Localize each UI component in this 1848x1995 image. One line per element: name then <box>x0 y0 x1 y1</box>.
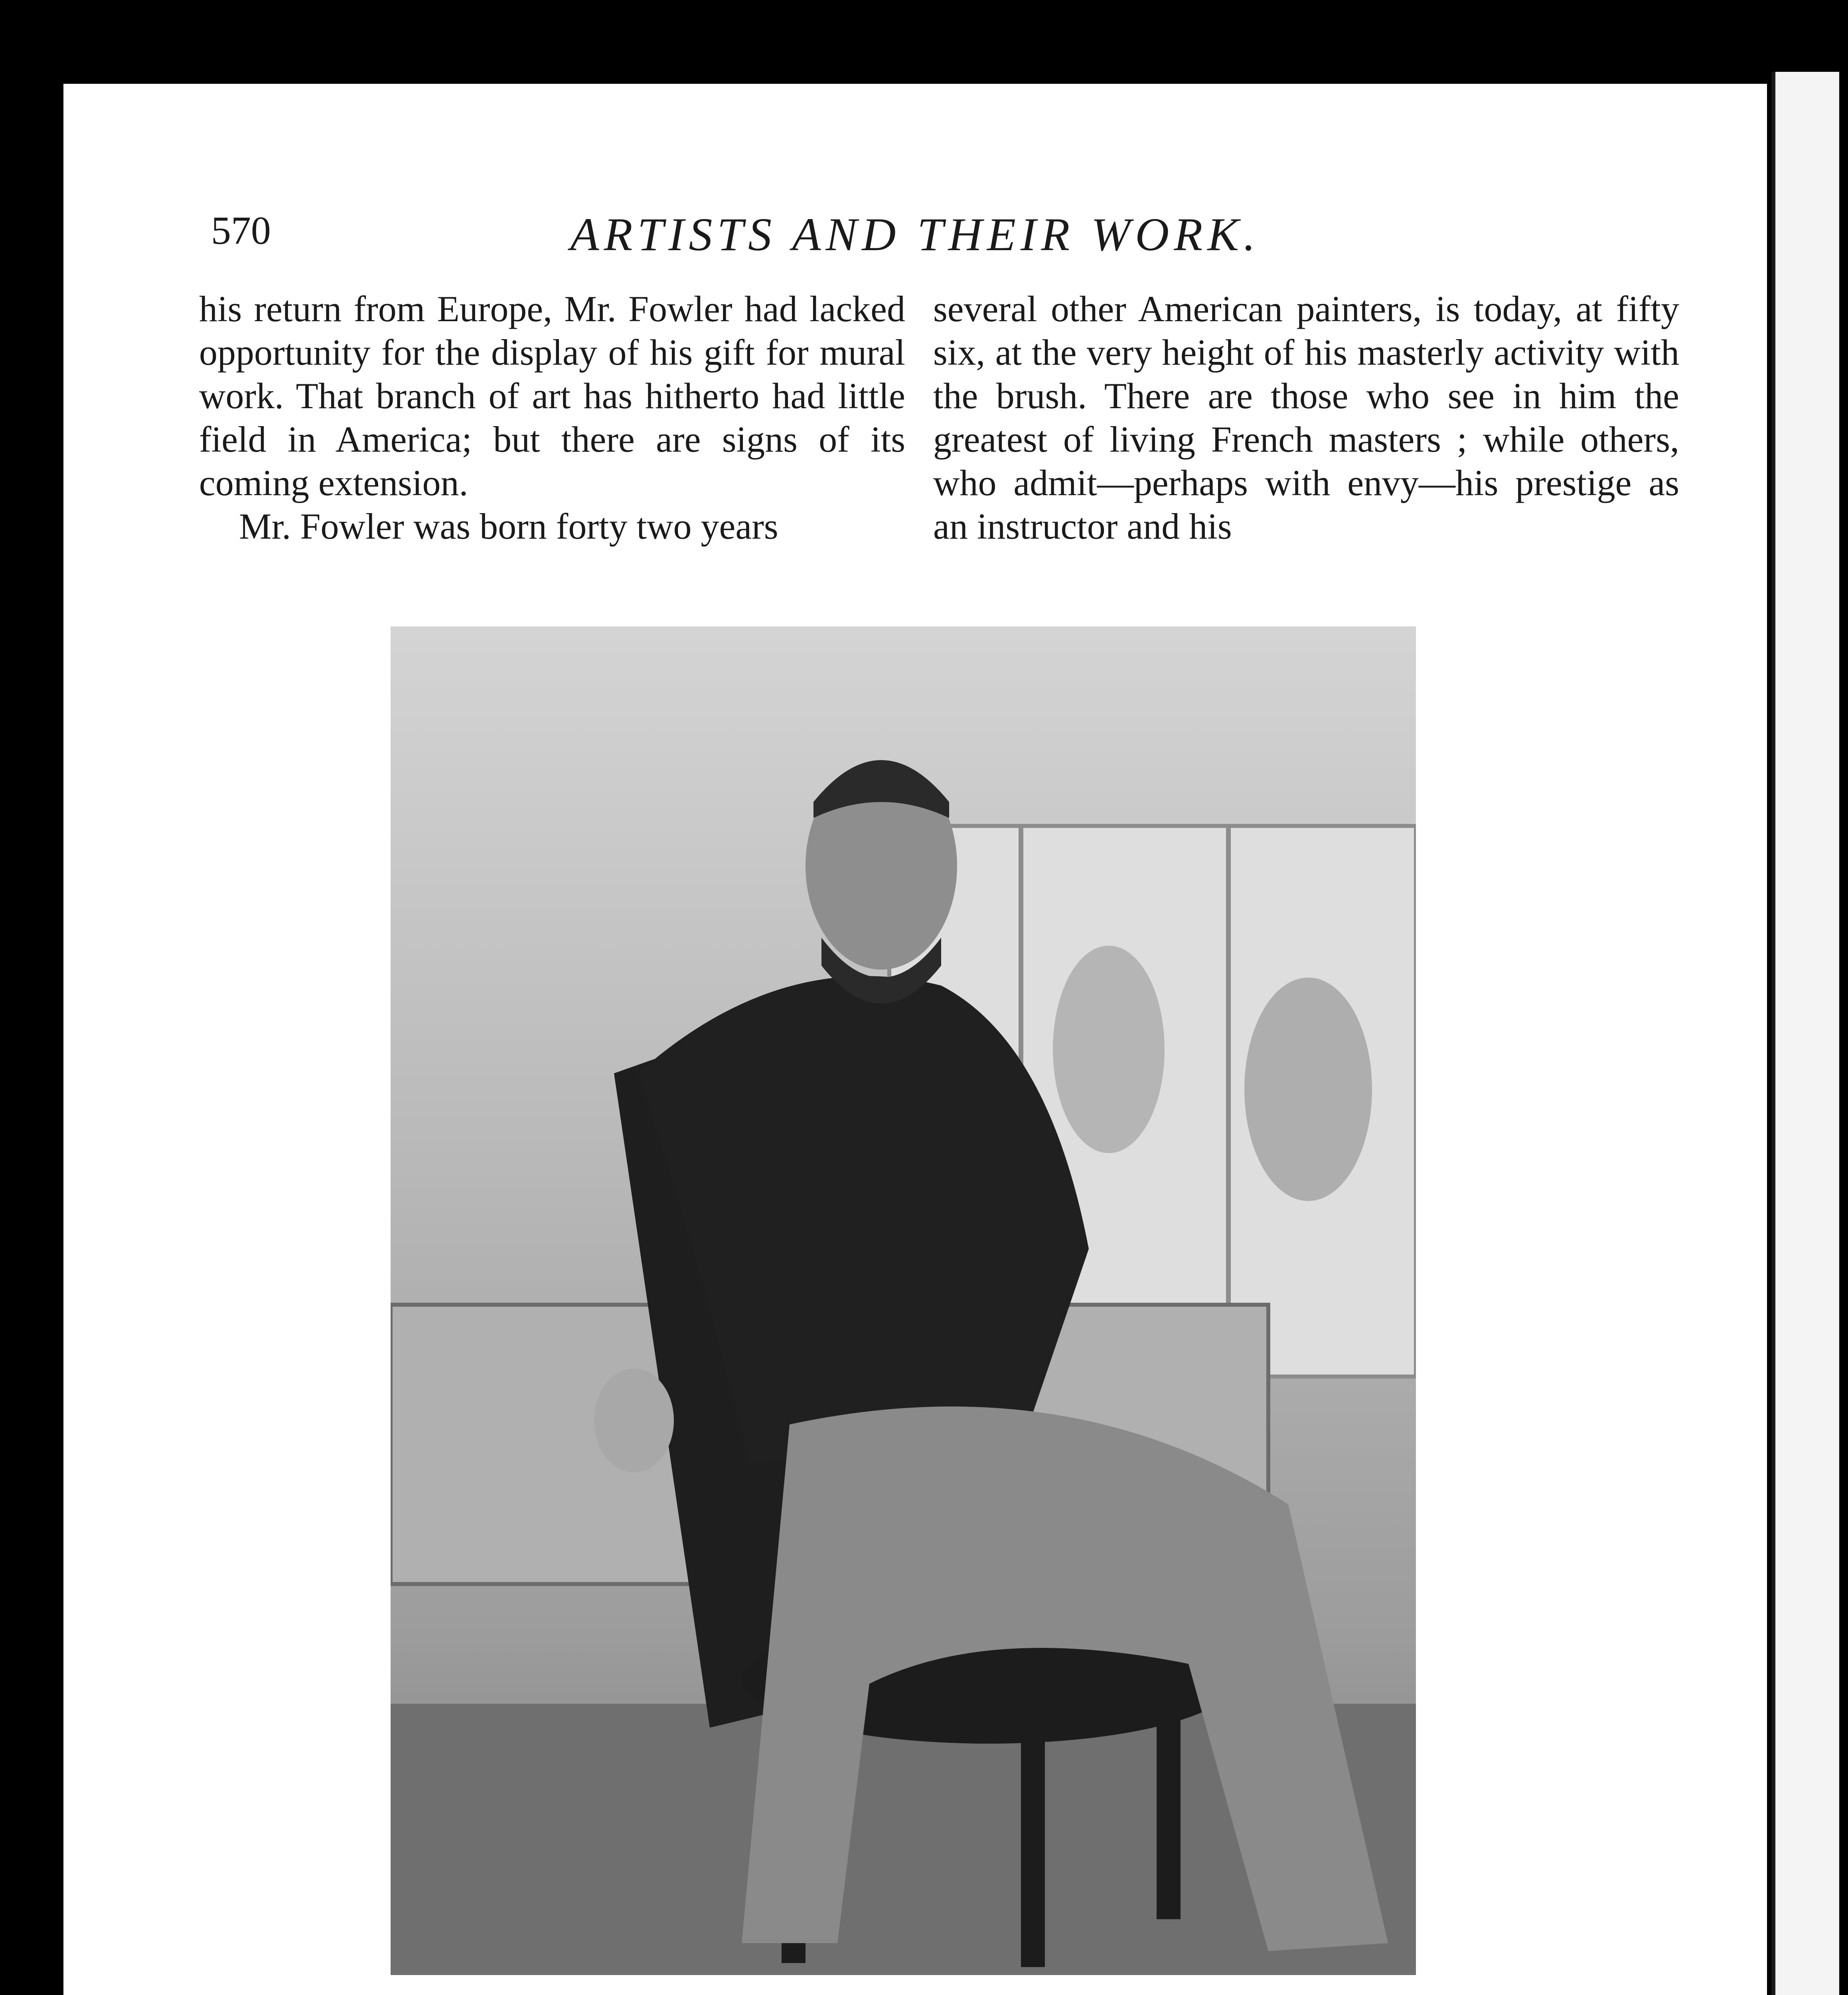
portrait-photo <box>391 626 1416 1975</box>
adjacent-page-edge <box>1771 72 1839 1995</box>
page-header <box>63 207 1767 279</box>
column-top-right <box>933 287 1679 548</box>
page-number: 570 <box>211 208 271 253</box>
magazine-page <box>63 84 1767 1995</box>
paragraph: his return from Europe, Mr. Fowler had lacked opportunity for the display of his gift for mural work. That branch of art has hitherto had little field in America; but there are signs of its coming extension. <box>199 288 905 503</box>
paragraph: Mr. Fowler was born forty two years <box>239 506 778 547</box>
running-title: ARTISTS AND THEIR WORK. <box>570 208 1260 261</box>
paragraph: several other American painters, is today, at fifty six, at the very height of his masterly activity with the brush. There are those who see in him the greatest of living French masters ; while others, who admit—perhaps with envy—his prestige as an instructor and his <box>933 288 1679 547</box>
column-top-left <box>199 287 905 548</box>
